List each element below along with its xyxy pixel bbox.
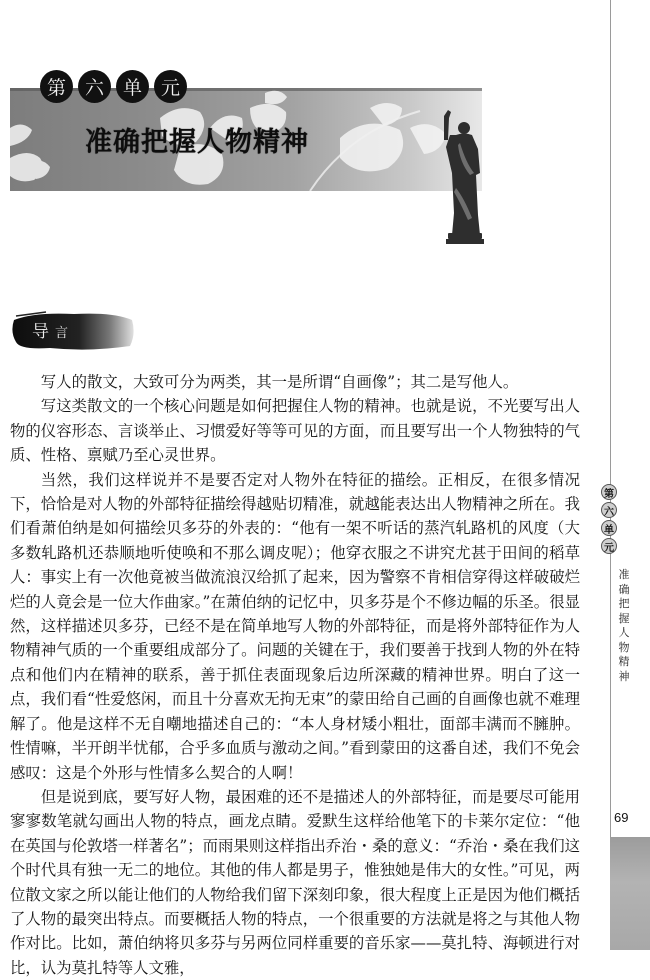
paragraph: 当然，我们这样说并不是要否定对人物外在特征的描绘。正相反，在很多情况下，恰恰是对人物的外部特征描绘得越贴切精准，就越能表达出人物精神之所在。我们看萧伯纳是如何描绘贝多芬的外表的：“他有一架不听话的蒸汽轧路机的风度（大多数轧路机还恭顺地听使唤和不那么调皮呢）；他穿衣服之不讲究尤甚于田间的稻草人：事实上有一次他竟被当做流浪汉给抓了起来，因为警察不肯相信穿得这样破破烂烂的人竟会是一位大作曲家。”在萧伯纳的记忆中，贝多芬是个不修边幅的乐圣。很显然，这样描述贝多芬，已经不是在简单地写人物的外部特征，而是将外部特征作为人物精神气质的一个重要组成部分了。问题的关键在于，我们要善于找到人物的外在特点和他们内在精神的联系，善于抓住表面现象后边所深藏的精神世界。明白了这一点，我们看“性爱悠闲，而且十分喜欢无拘无束”的蒙田给自己画的自画像也就不难理解了。他是这样不无自嘲地描述自己的：“本人身材矮小粗壮，面部丰满而不臃肿。性情嘛，半开朗半忧郁，合乎多血质与激动之间。”看到蒙田的这番自述，我们不免会感叹：这是个外形与性情多么契合的人啊！ [10, 470, 580, 782]
unit-char-circle: 元 [154, 70, 187, 103]
margin-tab-block [610, 837, 650, 950]
brush-stroke-decoration [10, 310, 135, 352]
paragraph: 写这类散文的一个核心问题是如何把握住人物的精神。也就是说，不光要写出人物的仪容形态、言谈举止、习惯爱好等等可见的方面，而且要写出一个人物独特的气质、性格、禀赋乃至心灵世界。 [10, 397, 580, 465]
unit-char-circle: 六 [78, 70, 111, 103]
margin-divider [610, 0, 611, 837]
intro-heading-small: 言 [55, 326, 69, 341]
intro-heading-main: 导 [32, 322, 49, 342]
side-unit-char: 元 [601, 538, 617, 554]
side-title-char: 物 [618, 640, 630, 654]
side-title-char: 握 [618, 611, 630, 625]
unit-title: 准确把握人物精神 [85, 127, 309, 158]
side-unit-char: 第 [601, 484, 617, 500]
unit-label [40, 70, 187, 103]
paragraph: 但是说到底，要写好人物，最困难的还不是描述人的外部特征，而是要尽可能用寥寥数笔就勾画出人物的特点，画龙点睛。爱默生这样给他笔下的卡莱尔定位：“他在英国与伦敦塔一样著名”；而雨果则这样指出乔治・桑的意义：“乔治・桑在我们这个时代具有独一无二的地位。其他的伟人都是男子，惟独她是伟大的女性。”可见，两位散文家之所以能让他们的人物给我们留下深刻印象，很大程度上正是因为他们概括了人物的最突出特点。而要概括人物的特点，一个很重要的方法就是将之与其他人物作对比。比如，萧伯纳将贝多芬与另两位同样重要的音乐家——莫扎特、海顿进行对比，认为莫扎特等人文雅， [10, 787, 580, 977]
unit-char-circle: 单 [116, 70, 149, 103]
side-unit-title [616, 568, 632, 684]
unit-char-circle: 第 [40, 70, 73, 103]
intro-heading [32, 317, 68, 342]
statue-illustration-icon [436, 108, 490, 248]
page-number: 69 [614, 810, 629, 825]
body-text [10, 370, 580, 980]
paragraph: 写人的散文，大致可分为两类，其一是所谓“自画像”；其二是写他人。 [40, 373, 519, 391]
side-title-char: 精 [618, 655, 630, 668]
intro-heading-badge [10, 310, 135, 352]
side-unit-label [601, 484, 617, 554]
side-title-char: 确 [618, 582, 630, 596]
side-title-char: 人 [618, 626, 630, 639]
side-unit-char: 六 [601, 502, 617, 518]
side-title-char: 把 [618, 597, 630, 610]
side-title-char: 准 [618, 568, 630, 581]
side-unit-char: 单 [601, 520, 617, 536]
side-title-char: 神 [618, 669, 630, 683]
